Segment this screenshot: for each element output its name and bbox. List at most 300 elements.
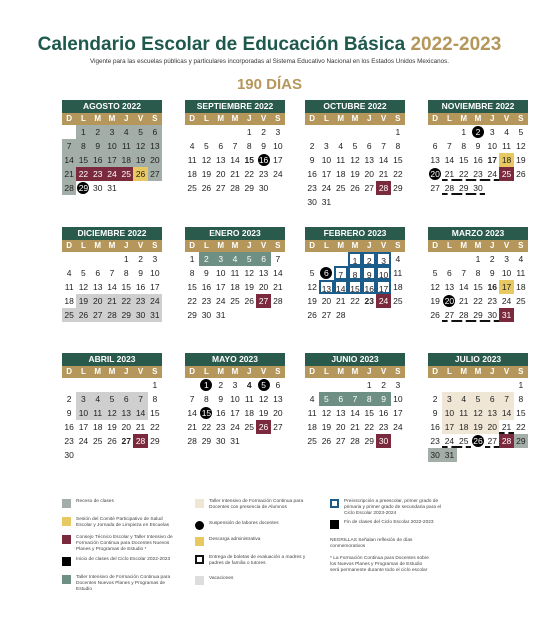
day-cell: 31	[321, 197, 332, 207]
day-cell: 27	[321, 310, 332, 320]
day-cell: 18	[187, 169, 197, 179]
day-cell: 24	[376, 294, 390, 308]
weekday-label: V	[137, 367, 144, 376]
weekday-label: M	[231, 241, 239, 250]
day-cell: 24	[485, 167, 499, 181]
day-cell: 23	[378, 422, 389, 432]
day-cell: 21	[442, 167, 456, 181]
day-cell: 29	[364, 436, 375, 446]
day-cell: 19	[201, 169, 212, 179]
empty-cell	[348, 125, 362, 139]
day-grid	[62, 252, 162, 322]
day-cell: 30	[428, 448, 442, 462]
empty-cell	[376, 125, 390, 139]
day-cell: 23	[133, 294, 147, 308]
day-cell: 14	[444, 155, 455, 165]
day-cell: 20	[258, 282, 269, 292]
day-cell: 28	[133, 434, 147, 448]
day-cell: 2	[261, 127, 266, 137]
day-cell: 30	[64, 450, 74, 460]
weekday-label: L	[323, 114, 329, 123]
day-cell: 10	[230, 394, 240, 404]
day-cell: 15	[150, 408, 160, 418]
day-cell: 4	[228, 252, 242, 266]
day-cell: 11	[91, 406, 105, 420]
day-cell: 14	[187, 408, 197, 418]
empty-cell	[485, 378, 499, 392]
day-cell: 18	[119, 153, 133, 167]
day-cell: 7	[348, 392, 362, 406]
day-cell: 21	[187, 422, 197, 432]
day-cell: 22	[76, 167, 90, 181]
legend-swatch	[62, 557, 71, 566]
day-cell: 25	[230, 296, 240, 306]
day-cell: 26	[133, 167, 147, 181]
day-cell: 23	[364, 296, 375, 306]
day-cell: 6	[366, 141, 372, 151]
day-cell: 28	[62, 181, 76, 195]
day-cell: 13	[335, 408, 346, 418]
day-cell: 27	[430, 183, 440, 193]
weekday-label: V	[503, 241, 510, 250]
day-cell: 10	[487, 141, 498, 151]
day-cell: 14	[350, 408, 360, 418]
day-cell: 2	[66, 394, 72, 404]
day-cell: 15	[348, 280, 362, 294]
empty-cell	[428, 125, 442, 139]
day-cell: 9	[66, 408, 72, 418]
empty-cell	[442, 378, 456, 392]
day-cell: 24	[230, 422, 240, 432]
weekday-label: D	[189, 367, 196, 376]
weekday-header	[185, 240, 285, 252]
day-cell: 22	[516, 422, 526, 432]
day-cell: 5	[471, 392, 485, 406]
empty-cell	[334, 125, 348, 139]
days-count: 190 DÍAS	[236, 76, 303, 93]
weekday-label: S	[152, 114, 158, 123]
day-cell: 18	[516, 282, 526, 292]
month-calendar	[185, 353, 285, 448]
weekday-label: D	[309, 114, 316, 123]
day-cell: 1	[461, 127, 467, 137]
day-cell: 10	[215, 268, 226, 278]
day-cell: 21	[335, 296, 346, 306]
weekday-label: L	[80, 114, 86, 123]
day-cell: 20	[444, 296, 455, 306]
weekday-label: L	[446, 114, 452, 123]
day-cell: 9	[261, 141, 266, 151]
day-cell: 1	[348, 252, 362, 266]
day-cell: 24	[442, 434, 456, 448]
day-cell: 12	[133, 139, 147, 153]
day-cell: 2	[432, 394, 438, 404]
empty-cell	[305, 378, 319, 392]
day-cell: 14	[107, 282, 117, 292]
day-cell: 5	[256, 378, 270, 392]
weekday-label: M	[108, 367, 116, 376]
day-cell: 29	[187, 310, 197, 320]
weekday-label: M	[94, 241, 102, 250]
day-cell: 6	[447, 268, 452, 278]
empty-cell	[499, 378, 513, 392]
weekday-label: M	[460, 114, 468, 123]
day-cell: 16	[215, 408, 226, 418]
empty-cell	[442, 252, 456, 266]
weekday-label: M	[108, 114, 116, 123]
day-cell: 23	[64, 436, 74, 446]
weekday-label: S	[275, 241, 281, 250]
day-cell: 6	[95, 268, 101, 278]
day-cell: 21	[499, 420, 513, 434]
month-header: OCTUBRE 2022	[305, 100, 405, 113]
weekday-header	[185, 366, 285, 378]
day-cell: 16	[258, 155, 269, 165]
day-cell: 17	[273, 155, 283, 165]
day-cell: 23	[215, 422, 226, 432]
empty-cell	[119, 378, 133, 392]
day-grid	[428, 125, 528, 195]
weekday-label: M	[474, 241, 482, 250]
day-cell: 10	[321, 155, 332, 165]
weekday-label: D	[66, 367, 73, 376]
day-cell: 24	[501, 296, 512, 306]
legend-text: Taller Intensivo de Formación Continua para Docentes con presencia de Alumnos	[209, 499, 304, 511]
weekday-label: D	[432, 367, 439, 376]
day-cell: 25	[516, 296, 526, 306]
day-cell: 18	[307, 422, 317, 432]
day-cell: 10	[393, 394, 403, 404]
day-cell: 12	[258, 394, 269, 404]
day-cell: 14	[334, 280, 348, 294]
day-cell: 20	[430, 169, 440, 179]
weekday-header	[305, 240, 405, 252]
day-grid	[305, 378, 405, 448]
day-cell: 14	[458, 282, 469, 292]
empty-cell	[319, 252, 333, 266]
day-cell: 3	[152, 254, 158, 264]
day-cell: 16	[362, 280, 376, 294]
day-cell: 6	[334, 392, 348, 406]
legend-text: Vacaciones	[209, 576, 234, 581]
weekday-label: M	[351, 241, 359, 250]
weekday-label: S	[152, 367, 158, 376]
weekday-label: L	[203, 114, 209, 123]
day-cell: 12	[471, 406, 485, 420]
weekday-label: S	[395, 367, 401, 376]
day-cell: 13	[273, 394, 283, 404]
weekday-label: J	[124, 367, 129, 376]
day-cell: 11	[457, 406, 471, 420]
weekday-label: M	[217, 367, 225, 376]
day-cell: 28	[273, 296, 283, 306]
month-calendar	[305, 227, 405, 322]
empty-cell	[133, 378, 147, 392]
day-cell: 16	[487, 282, 498, 292]
empty-cell	[428, 252, 442, 266]
weekday-label: D	[309, 241, 316, 250]
empty-cell	[471, 378, 485, 392]
day-cell: 20	[335, 422, 346, 432]
day-cell: 15	[516, 408, 526, 418]
day-cell: 15	[393, 155, 403, 165]
weekday-label: S	[395, 114, 401, 123]
weekday-label: M	[351, 114, 359, 123]
day-cell: 11	[393, 268, 403, 278]
day-cell: 31	[107, 183, 117, 193]
day-cell: 5	[133, 125, 147, 139]
day-cell: 1	[366, 380, 372, 390]
day-cell: 2	[91, 125, 105, 139]
weekday-label: D	[189, 114, 196, 123]
weekday-label: M	[217, 114, 225, 123]
day-cell: 20	[121, 422, 132, 432]
weekday-label: S	[518, 114, 524, 123]
day-cell: 6	[148, 125, 162, 139]
day-cell: 4	[91, 392, 105, 406]
day-cell: 23	[307, 183, 317, 193]
day-grid	[62, 378, 162, 462]
day-cell: 29	[150, 436, 160, 446]
day-cell: 26	[430, 310, 440, 320]
day-cell: 19	[350, 169, 360, 179]
weekday-label: V	[503, 114, 510, 123]
day-cell: 18	[230, 282, 240, 292]
day-cell: 1	[123, 254, 129, 264]
day-cell: 10	[442, 406, 456, 420]
day-cell: 12	[307, 282, 317, 292]
day-cell: 13	[148, 139, 162, 153]
empty-cell	[91, 378, 105, 392]
day-cell: 1	[518, 380, 524, 390]
day-cell: 29	[393, 183, 403, 193]
day-cell: 6	[319, 266, 333, 280]
day-cell: 23	[91, 167, 105, 181]
day-cell: 8	[123, 268, 129, 278]
weekday-label: M	[337, 367, 345, 376]
day-cell: 11	[516, 268, 526, 278]
day-cell: 16	[430, 422, 440, 432]
day-cell: 10	[376, 266, 390, 280]
day-cell: 17	[376, 280, 390, 294]
day-cell: 14	[230, 155, 240, 165]
day-cell: 19	[107, 422, 117, 432]
day-cell: 6	[256, 252, 270, 266]
day-cell: 16	[378, 408, 389, 418]
weekday-label: J	[490, 241, 495, 250]
empty-cell	[91, 252, 105, 266]
day-cell: 8	[362, 392, 376, 406]
day-cell: 27	[121, 436, 132, 446]
day-cell: 12	[78, 282, 89, 292]
day-cell: 29	[457, 181, 471, 195]
weekday-label: D	[432, 114, 439, 123]
day-cell: 22	[187, 296, 197, 306]
day-cell: 4	[395, 254, 401, 264]
day-cell: 6	[275, 380, 281, 390]
day-cell: 16	[307, 169, 317, 179]
day-cell: 19	[471, 420, 485, 434]
day-cell: 4	[518, 254, 524, 264]
day-cell: 31	[499, 308, 513, 322]
day-cell: 2	[381, 380, 386, 390]
day-cell: 3	[76, 392, 90, 406]
month-header: DICIEMBRE 2022	[62, 227, 162, 240]
day-cell: 29	[514, 434, 528, 448]
day-cell: 15	[458, 155, 469, 165]
day-cell: 5	[204, 141, 209, 151]
day-cell: 14	[378, 155, 389, 165]
day-cell: 29	[78, 183, 89, 193]
day-cell: 27	[485, 434, 499, 448]
day-cell: 8	[518, 394, 524, 404]
day-cell: 27	[256, 294, 270, 308]
day-cell: 26	[201, 183, 212, 193]
day-cell: 31	[215, 310, 226, 320]
weekday-label: D	[189, 241, 196, 250]
day-cell: 1	[475, 254, 481, 264]
title-text: Calendario Escolar de Educación Básica	[37, 34, 406, 55]
month-header: NOVIEMBRE 2022	[428, 100, 528, 113]
day-cell: 3	[504, 254, 509, 264]
legend-swatch	[195, 521, 204, 530]
day-cell: 30	[201, 310, 212, 320]
empty-cell	[348, 378, 362, 392]
day-cell: 13	[119, 406, 133, 420]
day-cell: 18	[457, 420, 471, 434]
weekday-label: D	[309, 367, 316, 376]
day-cell: 28	[350, 436, 360, 446]
weekday-label: M	[337, 241, 345, 250]
day-cell: 22	[244, 169, 255, 179]
legend-swatch	[195, 555, 204, 564]
day-cell: 24	[393, 422, 403, 432]
day-cell: 10	[273, 141, 283, 151]
day-cell: 15	[244, 155, 255, 165]
day-cell: 4	[189, 141, 195, 151]
day-cell: 25	[307, 436, 317, 446]
day-cell: 8	[475, 268, 481, 278]
day-grid	[428, 252, 528, 322]
day-cell: 21	[350, 422, 360, 432]
empty-cell	[319, 125, 333, 139]
weekday-header	[428, 240, 528, 252]
day-cell: 25	[119, 167, 133, 181]
day-cell: 25	[393, 296, 403, 306]
weekday-label: J	[247, 241, 252, 250]
day-grid	[428, 378, 528, 462]
weekday-label: S	[395, 241, 401, 250]
day-grid	[305, 252, 405, 322]
day-cell: 14	[62, 153, 76, 167]
day-cell: 27	[442, 308, 456, 322]
day-cell: 20	[364, 169, 375, 179]
day-cell: 3	[275, 127, 281, 137]
day-cell: 15	[121, 282, 132, 292]
day-cell: 28	[376, 181, 390, 195]
day-cell: 25	[187, 183, 197, 193]
weekday-label: L	[203, 367, 209, 376]
day-cell: 16	[64, 422, 74, 432]
legend-text: Taller Intensivo de Formación Continua para Docentes Nuevos Planes y Programas de Estudio	[76, 575, 171, 593]
day-cell: 7	[62, 139, 76, 153]
weekday-label: L	[323, 367, 329, 376]
legend-text: * La Formación Continua para Docentes sobre los Nuevos Planes y Programas de Estudio será permanente durante todo el ciclo escolar	[330, 556, 429, 574]
weekday-header	[428, 366, 528, 378]
month-header: JUNIO 2023	[305, 353, 405, 366]
weekday-label: J	[367, 367, 372, 376]
day-cell: 5	[352, 141, 358, 151]
weekday-label: J	[247, 114, 252, 123]
day-cell: 26	[516, 169, 526, 179]
day-cell: 14	[273, 268, 283, 278]
day-cell: 5	[319, 392, 333, 406]
legend-swatch	[330, 520, 339, 529]
day-cell: 24	[105, 167, 119, 181]
weekday-label: J	[247, 367, 252, 376]
day-cell: 30	[376, 434, 390, 448]
day-cell: 22	[119, 294, 133, 308]
day-cell: 19	[307, 296, 317, 306]
weekday-label: V	[137, 241, 144, 250]
day-cell: 2	[309, 141, 315, 151]
empty-cell	[334, 252, 348, 266]
day-cell: 17	[105, 153, 119, 167]
day-cell: 10	[105, 139, 119, 153]
month-calendar	[62, 227, 162, 322]
day-cell: 11	[336, 155, 346, 165]
day-cell: 8	[76, 139, 90, 153]
day-cell: 6	[119, 392, 133, 406]
day-cell: 15	[201, 408, 212, 418]
empty-cell	[228, 125, 242, 139]
day-cell: 3	[324, 141, 329, 151]
day-cell: 30	[215, 436, 226, 446]
day-cell: 18	[244, 408, 255, 418]
day-cell: 5	[309, 268, 315, 278]
day-cell: 19	[133, 153, 147, 167]
day-cell: 23	[487, 296, 498, 306]
day-cell: 13	[215, 155, 226, 165]
day-cell: 4	[309, 394, 315, 404]
month-header: SEPTIEMBRE 2022	[185, 100, 285, 113]
empty-cell	[362, 125, 376, 139]
day-cell: 16	[473, 155, 483, 165]
weekday-label: S	[518, 241, 524, 250]
day-cell: 14	[133, 406, 147, 420]
day-cell: 7	[133, 392, 147, 406]
day-cell: 26	[350, 183, 360, 193]
month-calendar	[428, 227, 528, 322]
day-cell: 1	[189, 254, 195, 264]
day-cell: 4	[338, 141, 344, 151]
legend-swatch	[195, 537, 204, 546]
month-calendar	[185, 227, 285, 322]
day-cell: 28	[105, 308, 119, 322]
weekday-label: V	[260, 114, 267, 123]
day-cell: 19	[516, 155, 526, 165]
day-cell: 3	[395, 380, 401, 390]
day-cell: 5	[105, 392, 119, 406]
day-cell: 25	[457, 434, 471, 448]
day-cell: 21	[378, 169, 389, 179]
day-cell: 23	[471, 167, 485, 181]
day-cell: 7	[499, 392, 513, 406]
month-header: MARZO 2023	[428, 227, 528, 240]
day-cell: 13	[258, 268, 269, 278]
legend-text: NEGRILLAS Señalan reflexión de días conmemorativos	[330, 538, 413, 550]
day-cell: 8	[395, 141, 401, 151]
